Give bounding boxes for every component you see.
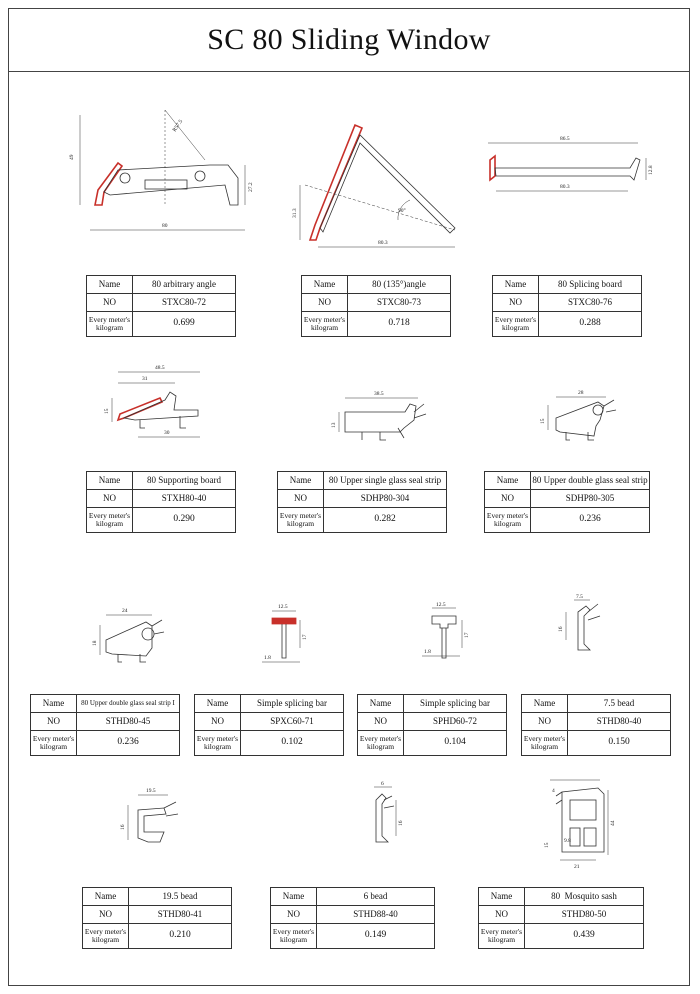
drawing-splicing-bar-b bbox=[422, 602, 470, 658]
profile-name: 80 Upper single glass seal strip bbox=[324, 472, 447, 490]
profile-no: STXH80-40 bbox=[133, 490, 236, 508]
no-label: NO bbox=[522, 713, 568, 731]
weight-label: Every meter's kilogram bbox=[302, 312, 348, 337]
weight-label: Every meter's kilogram bbox=[195, 731, 241, 756]
drawing-splicing-bar-a bbox=[262, 604, 308, 662]
dim-12-8: 12.8 bbox=[648, 165, 654, 175]
no-label: NO bbox=[87, 490, 133, 508]
no-label: NO bbox=[31, 713, 77, 731]
no-label: NO bbox=[479, 906, 525, 924]
name-label: Name bbox=[358, 695, 404, 713]
profile-weight: 0.104 bbox=[404, 731, 507, 756]
weight-label: Every meter's kilogram bbox=[271, 924, 317, 949]
weight-label: Every meter's kilogram bbox=[83, 924, 129, 949]
profile-weight: 0.282 bbox=[324, 508, 447, 533]
profile-name: Simple splicing bar bbox=[241, 695, 344, 713]
drawing-6-bead bbox=[374, 781, 404, 842]
dim-6: 6 bbox=[381, 781, 384, 787]
profile-name: 19.5 bead bbox=[129, 888, 232, 906]
spec-table-sthd80-41 bbox=[82, 887, 232, 949]
weight-label: Every meter's kilogram bbox=[31, 731, 77, 756]
dim-12-5b: 12.5 bbox=[436, 602, 446, 608]
profile-weight: 0.439 bbox=[525, 924, 644, 949]
dim-4: 4 bbox=[552, 788, 555, 794]
name-label: Name bbox=[278, 472, 324, 490]
weight-label: Every meter's kilogram bbox=[493, 312, 539, 337]
dim-15c: 15 bbox=[544, 842, 550, 848]
spec-table-sphd60-72 bbox=[357, 694, 507, 756]
dim-13: 13 bbox=[331, 422, 337, 428]
weight-label: Every meter's kilogram bbox=[278, 508, 324, 533]
weight-label: Every meter's kilogram bbox=[522, 731, 568, 756]
dim-16b: 16 bbox=[120, 824, 126, 830]
profile-name: 80 (135°)angle bbox=[348, 276, 451, 294]
profile-weight: 0.102 bbox=[241, 731, 344, 756]
profile-no: STXC80-76 bbox=[539, 294, 642, 312]
dim-16a: 16 bbox=[558, 626, 564, 632]
dim-38-5: 38.5 bbox=[374, 391, 384, 397]
name-label: Name bbox=[31, 695, 77, 713]
drawing-splicing-board bbox=[488, 136, 654, 191]
profile-no: STHD80-45 bbox=[77, 713, 180, 731]
profile-name: 7.5 bead bbox=[568, 695, 671, 713]
no-label: NO bbox=[271, 906, 317, 924]
dim-31: 31 bbox=[142, 376, 148, 382]
profile-weight: 0.288 bbox=[539, 312, 642, 337]
spec-table-sthd80-50 bbox=[478, 887, 644, 949]
profile-name: 80 Upper double glass seal strip bbox=[531, 472, 650, 490]
profile-weight: 0.236 bbox=[531, 508, 650, 533]
dim-1-8a: 1.8 bbox=[264, 655, 271, 661]
drawing-135-angle bbox=[292, 125, 455, 247]
name-label: Name bbox=[302, 276, 348, 294]
dim-28: 28 bbox=[578, 390, 584, 396]
dim-80-3: 80.3 bbox=[378, 240, 388, 246]
dim-17a: 17 bbox=[302, 634, 308, 640]
profile-weight: 0.150 bbox=[568, 731, 671, 756]
profile-weight: 0.699 bbox=[133, 312, 236, 337]
dim-27-2: 27.2 bbox=[248, 182, 254, 192]
dim-86-5: 86.5 bbox=[560, 136, 570, 142]
profile-no: STXC80-73 bbox=[348, 294, 451, 312]
drawing-19-5-bead bbox=[120, 788, 178, 842]
name-label: Name bbox=[87, 276, 133, 294]
dim-49: 49 bbox=[69, 154, 75, 160]
profile-no: SDHP80-305 bbox=[531, 490, 650, 508]
no-label: NO bbox=[358, 713, 404, 731]
profile-name: Simple splicing bar bbox=[404, 695, 507, 713]
weight-label: Every meter's kilogram bbox=[87, 312, 133, 337]
dim-16c: 16 bbox=[398, 820, 404, 826]
dim-12-5a: 12.5 bbox=[278, 604, 288, 610]
name-label: Name bbox=[493, 276, 539, 294]
profile-weight: 0.149 bbox=[317, 924, 435, 949]
spec-table-stxc80-72 bbox=[86, 275, 236, 337]
dim-90: 90° bbox=[398, 208, 406, 214]
profile-no: STXC80-72 bbox=[133, 294, 236, 312]
dim-31-3: 31.3 bbox=[292, 208, 298, 218]
no-label: NO bbox=[195, 713, 241, 731]
dim-7-5: 7.5 bbox=[576, 594, 583, 600]
spec-table-stxc80-73 bbox=[301, 275, 451, 337]
profile-no: STHD80-50 bbox=[525, 906, 644, 924]
no-label: NO bbox=[87, 294, 133, 312]
weight-label: Every meter's kilogram bbox=[87, 508, 133, 533]
profile-name: 80 arbitrary angle bbox=[133, 276, 236, 294]
page-title: SC 80 Sliding Window bbox=[8, 8, 690, 72]
dim-15b: 15 bbox=[540, 418, 546, 424]
profile-name: 80 Mosquito sash bbox=[525, 888, 644, 906]
profile-no: SPXC60-71 bbox=[241, 713, 344, 731]
no-label: NO bbox=[83, 906, 129, 924]
spec-table-sthd80-40 bbox=[521, 694, 671, 756]
profile-name: 80 Splicing board bbox=[539, 276, 642, 294]
no-label: NO bbox=[302, 294, 348, 312]
no-label: NO bbox=[493, 294, 539, 312]
spec-table-sdhp80-305 bbox=[484, 471, 650, 533]
weight-label: Every meter's kilogram bbox=[358, 731, 404, 756]
drawing-7-5-bead bbox=[558, 594, 600, 650]
profile-no: STHD80-40 bbox=[568, 713, 671, 731]
spec-table-sthd88-40 bbox=[270, 887, 435, 949]
drawing-upper-double-seal-i bbox=[92, 608, 164, 662]
profile-no: STHD80-41 bbox=[129, 906, 232, 924]
name-label: Name bbox=[195, 695, 241, 713]
spec-table-stxc80-76 bbox=[492, 275, 642, 337]
drawing-supporting-board bbox=[104, 365, 200, 437]
name-label: Name bbox=[522, 695, 568, 713]
spec-table-spxc60-71 bbox=[194, 694, 344, 756]
name-label: Name bbox=[87, 472, 133, 490]
profile-weight: 0.718 bbox=[348, 312, 451, 337]
weight-label: Every meter's kilogram bbox=[485, 508, 531, 533]
name-label: Name bbox=[271, 888, 317, 906]
no-label: NO bbox=[485, 490, 531, 508]
profile-no: SPHD60-72 bbox=[404, 713, 507, 731]
profile-name: 6 bead bbox=[317, 888, 435, 906]
dim-1-8b: 1.8 bbox=[424, 649, 431, 655]
dim-80-3b: 80.3 bbox=[560, 184, 570, 190]
drawing-upper-double-seal bbox=[540, 390, 616, 440]
dim-21: 21 bbox=[574, 864, 580, 870]
profile-weight: 0.236 bbox=[77, 731, 180, 756]
name-label: Name bbox=[485, 472, 531, 490]
dim-r57-5: R57.5 bbox=[171, 118, 185, 134]
dim-80: 80 bbox=[162, 223, 168, 229]
spec-table-sdhp80-304 bbox=[277, 471, 447, 533]
dim-24: 24 bbox=[122, 608, 128, 614]
dim-44: 44 bbox=[610, 820, 616, 826]
weight-label: Every meter's kilogram bbox=[479, 924, 525, 949]
profile-no: STHD88-40 bbox=[317, 906, 435, 924]
drawing-upper-single-seal bbox=[331, 391, 426, 440]
dim-18: 18 bbox=[92, 640, 98, 646]
dim-30: 30 bbox=[164, 430, 170, 436]
drawing-mosquito-sash bbox=[544, 780, 616, 870]
no-label: NO bbox=[278, 490, 324, 508]
profile-no: SDHP80-304 bbox=[324, 490, 447, 508]
drawing-arbitrary-angle bbox=[69, 110, 254, 230]
profile-name: 80 Upper double glass seal strip I bbox=[77, 695, 180, 713]
spec-table-stxh80-40 bbox=[86, 471, 236, 533]
dim-48-5: 48.5 bbox=[155, 365, 165, 371]
profile-weight: 0.210 bbox=[129, 924, 232, 949]
dim-15: 15 bbox=[104, 408, 110, 414]
dim-9-8: 9.8 bbox=[564, 838, 571, 844]
profile-weight: 0.290 bbox=[133, 508, 236, 533]
spec-table-sthd80-45 bbox=[30, 694, 180, 756]
dim-19-5: 19.5 bbox=[146, 788, 156, 794]
profile-name: 80 Supporting board bbox=[133, 472, 236, 490]
name-label: Name bbox=[83, 888, 129, 906]
dim-17b: 17 bbox=[464, 632, 470, 638]
name-label: Name bbox=[479, 888, 525, 906]
